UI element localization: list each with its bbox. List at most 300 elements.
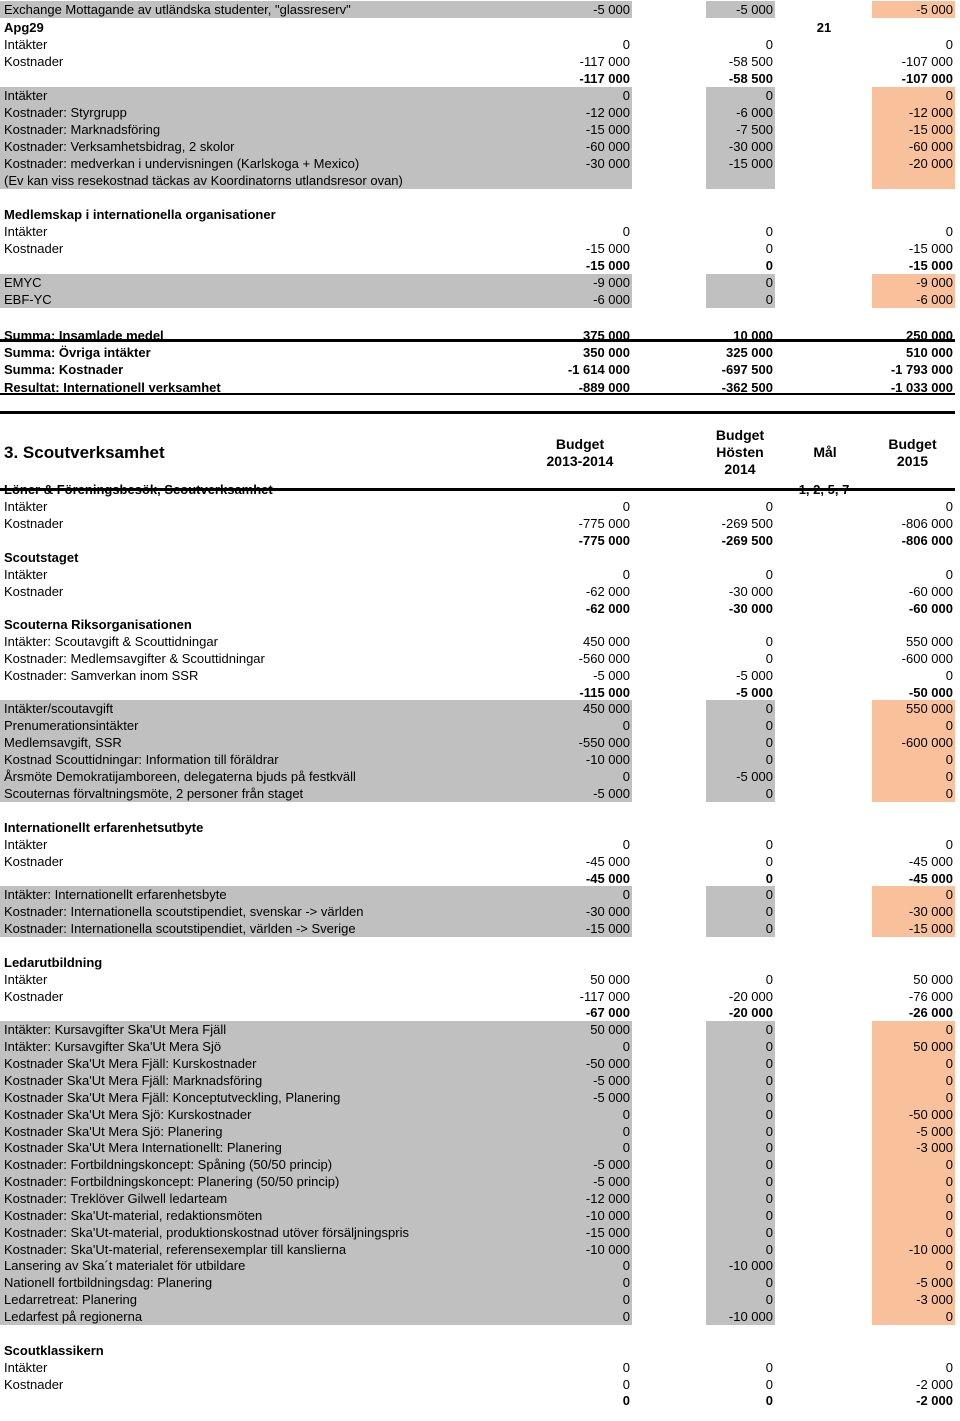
budget-2015-value: 0 — [945, 1090, 953, 1105]
budget-hosten-2014-value: -10 000 — [728, 1309, 773, 1324]
budget-hosten-2014-value: 0 — [765, 1360, 773, 1375]
table-row — [0, 1021, 960, 1038]
budget-hosten-2014-value: -362 500 — [721, 380, 773, 395]
budget-2015-value: 0 — [945, 224, 953, 239]
budget-2013-2014-value: 0 — [622, 1124, 630, 1139]
budget-2015-value: -76 000 — [908, 989, 953, 1004]
budget-2015-value: -6 000 — [916, 292, 953, 307]
budget-2015-value: 0 — [945, 1157, 953, 1172]
budget-2015-value: -26 000 — [908, 1005, 953, 1020]
budget-hosten-2014-value: -6 000 — [736, 105, 773, 120]
table-row — [0, 633, 960, 650]
budget-2013-2014-value: -30 000 — [585, 156, 630, 171]
budget-2015-value: -20 000 — [908, 156, 953, 171]
budget-2015-value: -15 000 — [908, 241, 953, 256]
row-label: Kostnader — [4, 584, 64, 599]
col-header-budget-hosten-2014 — [690, 427, 790, 478]
row-label: Kostnad Scouttidningar: Information till föräldrar — [4, 752, 279, 767]
budget-hosten-2014-value: -10 000 — [728, 1258, 773, 1273]
row-label: Prenumerationsintäkter — [4, 718, 139, 733]
row-label: EBF-YC — [4, 292, 52, 307]
budget-2015-value: -50 000 — [908, 685, 953, 700]
budget-2013-2014-value: 0 — [622, 1292, 630, 1307]
table-row — [0, 836, 960, 853]
budget-2015-value: -107 000 — [901, 54, 953, 69]
budget-2015-value: -9 000 — [916, 275, 953, 290]
row-label: Kostnader: Marknadsföring — [4, 122, 161, 137]
budget-2013-2014-value: 0 — [622, 37, 630, 52]
budget-2015-value: -30 000 — [908, 904, 953, 919]
row-label: Intäkter — [4, 224, 48, 239]
budget-2013-2014-value: -15 000 — [585, 258, 630, 273]
table-row — [0, 1106, 960, 1123]
budget-2013-2014-value: 0 — [622, 1377, 630, 1392]
table-row — [0, 19, 960, 36]
budget-2013-2014-value: 350 000 — [583, 345, 630, 360]
row-label: Kostnader Ska'Ut Mera Sjö: Kurskostnader — [4, 1107, 252, 1122]
row-label: Kostnader — [4, 854, 64, 869]
col-header-line: 2013-2014 — [546, 453, 614, 469]
budget-hosten-2014-value: 0 — [765, 871, 773, 886]
mal-value: 1, 2, 5, 7 — [798, 482, 850, 497]
table-row — [0, 87, 960, 104]
mal-value: 21 — [816, 20, 832, 35]
budget-2015-value: -806 000 — [901, 533, 953, 548]
budget-2013-2014-value: 0 — [622, 718, 630, 733]
table-row — [0, 717, 960, 734]
budget-hosten-2014-value: 0 — [765, 786, 773, 801]
row-label: Kostnader: Ska'Ut-material, redaktionsmöten — [4, 1208, 263, 1223]
budget-hosten-2014-value: -5 000 — [736, 668, 773, 683]
budget-2013-2014-value: 0 — [622, 1107, 630, 1122]
budget-2013-2014-value: -550 000 — [578, 735, 630, 750]
col-header-line: Budget — [715, 427, 765, 443]
budget-2013-2014-value: 0 — [622, 567, 630, 582]
budget-hosten-2014-value: 0 — [765, 1208, 773, 1223]
budget-2015-value: 0 — [945, 718, 953, 733]
budget-2015-value: 50 000 — [913, 1039, 953, 1054]
table-row — [0, 291, 960, 308]
budget-2013-2014-value — [400, 172, 630, 189]
col-header-line: Budget — [888, 436, 937, 452]
row-label: Summa: Övriga intäkter — [4, 345, 151, 360]
table-row — [0, 1072, 960, 1089]
table-row — [0, 1274, 960, 1291]
budget-2013-2014-value: 0 — [622, 1309, 630, 1324]
budget-2015-value: -10 000 — [908, 1242, 953, 1257]
budget-hosten-2014-value: -269 500 — [721, 516, 773, 531]
budget-2015-value: -50 000 — [908, 1107, 953, 1122]
table-row — [0, 988, 960, 1005]
budget-hosten-2014-value: 0 — [765, 904, 773, 919]
budget-2015-value: -60 000 — [908, 139, 953, 154]
row-label: Intäkter — [4, 837, 48, 852]
budget-2015-value: -45 000 — [908, 854, 953, 869]
table-row — [0, 1, 960, 18]
row-label: Intäkter — [4, 972, 48, 987]
table-row — [0, 870, 960, 887]
row-label: Kostnader: Samverkan inom SSR — [4, 668, 199, 683]
budget-2013-2014-value: -10 000 — [585, 752, 630, 767]
budget-2013-2014-value: -1 614 000 — [567, 362, 630, 377]
budget-2013-2014-value: -15 000 — [585, 921, 630, 936]
budget-hosten-2014-value: 0 — [765, 1174, 773, 1189]
row-label: Kostnader — [4, 241, 64, 256]
row-label: Kostnader — [4, 516, 64, 531]
budget-2015-value: 0 — [945, 1225, 953, 1240]
row-label: Exchange Mottagande av utländska studenter, "glassreserv" — [4, 2, 351, 17]
budget-hosten-2014-value: 0 — [765, 37, 773, 52]
budget-hosten-2014-value: 0 — [765, 258, 773, 273]
budget-2015-value: -600 000 — [901, 651, 953, 666]
budget-2015-value: -600 000 — [901, 735, 953, 750]
budget-2015-value: -45 000 — [908, 871, 953, 886]
budget-2013-2014-value: 0 — [622, 88, 630, 103]
budget-hosten-2014-value: 0 — [765, 1157, 773, 1172]
budget-2013-2014-value: -5 000 — [593, 786, 630, 801]
budget-2015-value: 0 — [945, 1208, 953, 1223]
budget-2013-2014-value: 0 — [622, 769, 630, 784]
row-label: Årsmöte Demokratijamboreen, delegaterna bjuds på festkväll — [4, 769, 356, 784]
table-row — [0, 785, 960, 802]
table-row — [0, 1392, 960, 1409]
budget-hosten-2014-value: -20 000 — [728, 1005, 773, 1020]
budget-2015-value: -3 000 — [916, 1292, 953, 1307]
row-label: Kostnader: Internationella scoutstipendiet, svenskar -> världen — [4, 904, 364, 919]
budget-hosten-2014-value: 0 — [765, 292, 773, 307]
row-label: EMYC — [4, 275, 42, 290]
budget-2013-2014-value: 0 — [622, 1039, 630, 1054]
budget-2013-2014-value: -67 000 — [585, 1005, 630, 1020]
budget-2015-value: 0 — [945, 769, 953, 784]
table-row — [0, 155, 960, 172]
budget-2015-value: -60 000 — [908, 601, 953, 616]
budget-hosten-2014-value: 0 — [765, 1242, 773, 1257]
table-row — [0, 1376, 960, 1393]
table-row — [0, 853, 960, 870]
budget-2015-value: 0 — [945, 837, 953, 852]
budget-hosten-2014-value: 0 — [765, 1124, 773, 1139]
budget-hosten-2014-value: 0 — [765, 701, 773, 716]
table-row — [0, 36, 960, 53]
budget-2013-2014-value: -10 000 — [585, 1208, 630, 1223]
budget-2013-2014-value: -30 000 — [585, 904, 630, 919]
budget-hosten-2014-value: -5 000 — [736, 769, 773, 784]
col-header-mal: Mål — [813, 444, 837, 460]
budget-2015-value: 0 — [945, 567, 953, 582]
col-header-line: 2014 — [724, 461, 756, 477]
budget-2013-2014-value: 450 000 — [583, 634, 630, 649]
budget-2013-2014-value: -5 000 — [593, 668, 630, 683]
table-row — [0, 1123, 960, 1140]
budget-hosten-2014-value: 0 — [765, 921, 773, 936]
budget-hosten-2014-value: 0 — [765, 735, 773, 750]
budget-2015-value: -3 000 — [916, 1140, 953, 1155]
table-row — [0, 566, 960, 583]
budget-hosten-2014-value: 0 — [765, 887, 773, 902]
budget-2013-2014-value: -62 000 — [585, 601, 630, 616]
table-row — [0, 121, 960, 138]
budget-hosten-2014-value: 0 — [765, 1292, 773, 1307]
budget-2013-2014-value: 0 — [622, 224, 630, 239]
budget-2015-value: 0 — [945, 37, 953, 52]
budget-2015-value: -107 000 — [901, 71, 953, 86]
table-row — [0, 1257, 960, 1274]
budget-2013-2014-value: 0 — [622, 1393, 630, 1408]
budget-2015-value: -1 033 000 — [890, 380, 953, 395]
table-row — [0, 498, 960, 515]
row-label: Apg29 — [4, 20, 44, 35]
budget-2013-2014-value: -117 000 — [579, 989, 630, 1004]
budget-hosten-2014-value: 0 — [765, 275, 773, 290]
budget-2013-2014-value: -50 000 — [585, 1056, 630, 1071]
row-label: Lansering av Ska´t materialet för utbildare — [4, 1258, 246, 1273]
table-row — [0, 344, 960, 361]
budget-2013-2014-value: -62 000 — [585, 584, 630, 599]
budget-2013-2014-value: 0 — [622, 1140, 630, 1155]
budget-2013-2014-value: -10 000 — [585, 1242, 630, 1257]
row-label: Intäkter: Kursavgifter Ska'Ut Mera Sjö — [4, 1039, 222, 1054]
budget-2013-2014-value: -115 000 — [579, 685, 630, 700]
budget-2015-value: 0 — [945, 1022, 953, 1037]
section-title: 3. Scoutverksamhet — [4, 443, 165, 462]
budget-2013-2014-value: 375 000 — [583, 328, 630, 343]
budget-2015-value: -1 793 000 — [890, 362, 953, 377]
row-label: Medlemskap i internationella organisationer — [4, 207, 276, 222]
budget-hosten-2014-value: -269 500 — [721, 533, 773, 548]
budget-2015-value: 550 000 — [906, 701, 953, 716]
table-row — [0, 971, 960, 988]
budget-2015-value: 0 — [945, 668, 953, 683]
budget-2013-2014-value: 0 — [622, 1258, 630, 1273]
budget-2013-2014-value: -5 000 — [593, 2, 630, 17]
budget-2013-2014-value: -15 000 — [585, 1225, 630, 1240]
row-label: Kostnader: Treklöver Gilwell ledarteam — [4, 1191, 228, 1206]
table-row — [0, 1291, 960, 1308]
budget-2015-value: 0 — [945, 1056, 953, 1071]
row-label: Resultat: Internationell verksamhet — [4, 380, 221, 395]
budget-2013-2014-value: -117 000 — [579, 71, 630, 86]
row-label: Kostnader: Medlemsavgifter & Scouttidningar — [4, 651, 265, 666]
table-row — [0, 515, 960, 532]
table-row — [0, 1190, 960, 1207]
row-label: Kostnader — [4, 989, 64, 1004]
budget-2013-2014-value: -5 000 — [593, 1073, 630, 1088]
row-label: Kostnader — [4, 54, 64, 69]
budget-2013-2014-value: -5 000 — [593, 1090, 630, 1105]
budget-hosten-2014-value: -30 000 — [728, 584, 773, 599]
budget-2015-value: 0 — [945, 887, 953, 902]
table-row — [0, 1055, 960, 1072]
row-label: Intäkter — [4, 88, 48, 103]
table-row — [0, 1342, 960, 1359]
budget-hosten-2014-value: -20 000 — [728, 989, 773, 1004]
budget-2013-2014-value: -12 000 — [585, 1191, 630, 1206]
budget-2013-2014-value: -45 000 — [585, 854, 630, 869]
budget-hosten-2014-value: 0 — [765, 241, 773, 256]
table-row — [0, 172, 960, 189]
row-label: Intäkter: Internationellt erfarenhetsbyte — [4, 887, 227, 902]
budget-hosten-2014-value: 0 — [765, 1107, 773, 1122]
budget-2015-value: -5 000 — [916, 1124, 953, 1139]
row-label: Scoutstaget — [4, 550, 79, 565]
budget-2013-2014-value: -5 000 — [593, 1157, 630, 1172]
budget-2013-2014-value: 0 — [622, 887, 630, 902]
budget-2015-value — [781, 172, 953, 189]
budget-2013-2014-value: 0 — [622, 837, 630, 852]
table-row — [0, 1308, 960, 1325]
row-label: Nationell fortbildningsdag: Planering — [4, 1275, 213, 1290]
table-row — [0, 600, 960, 617]
row-label: Kostnader: Verksamhetsbidrag, 2 skolor — [4, 139, 235, 154]
row-label: Kostnader: Fortbildningskoncept: Planering (50/50 princip) — [4, 1174, 340, 1189]
row-label: Kostnader: medverkan i undervisningen (Karlskoga + Mexico) — [4, 156, 360, 171]
budget-hosten-2014-value: -58 500 — [728, 54, 773, 69]
table-row — [0, 886, 960, 903]
table-row — [0, 104, 960, 121]
table-row — [0, 1224, 960, 1241]
table-row — [0, 379, 960, 396]
budget-hosten-2014-value: 0 — [765, 1191, 773, 1206]
budget-2013-2014-value: 50 000 — [590, 1022, 630, 1037]
budget-2013-2014-value: -9 000 — [593, 275, 630, 290]
budget-hosten-2014-value: 0 — [765, 837, 773, 852]
budget-2013-2014-value: -775 000 — [578, 516, 630, 531]
table-row — [0, 684, 960, 701]
table-row — [0, 1207, 960, 1224]
row-label: Kostnader Ska'Ut Mera Fjäll: Konceptutveckling, Planering — [4, 1090, 341, 1105]
table-row — [0, 361, 960, 378]
budget-2015-value: -2 000 — [916, 1377, 953, 1392]
budget-2015-value: 250 000 — [906, 328, 953, 343]
row-label: Intäkter — [4, 1360, 48, 1375]
budget-2015-value: -60 000 — [908, 584, 953, 599]
budget-2013-2014-value: -12 000 — [585, 105, 630, 120]
row-label: Intäkter/scoutavgift — [4, 701, 114, 716]
table-row — [0, 53, 960, 70]
col-header-budget-2013-2014 — [530, 436, 630, 470]
table-row — [0, 1173, 960, 1190]
budget-hosten-2014-value: 0 — [765, 1073, 773, 1088]
table-row — [0, 223, 960, 240]
budget-hosten-2014-value: 0 — [765, 634, 773, 649]
table-row — [0, 734, 960, 751]
table-row — [0, 650, 960, 667]
budget-2013-2014-value: -15 000 — [585, 122, 630, 137]
budget-2015-value: 0 — [945, 1073, 953, 1088]
budget-2015-value: -5 000 — [916, 2, 953, 17]
budget-2013-2014-value: 0 — [622, 1360, 630, 1375]
row-label: Kostnader Ska'Ut Mera Fjäll: Kurskostnader — [4, 1056, 257, 1071]
budget-2015-value: 0 — [945, 752, 953, 767]
table-row — [0, 1139, 960, 1156]
row-label: Kostnader: Styrgrupp — [4, 105, 127, 120]
row-label: Ledarretreat: Planering — [4, 1292, 137, 1307]
budget-2013-2014-value: -60 000 — [585, 139, 630, 154]
budget-2015-value: -15 000 — [908, 921, 953, 936]
budget-2015-value: 0 — [945, 1309, 953, 1324]
row-label: Intäkter — [4, 567, 48, 582]
budget-2013-2014-value: 0 — [622, 1275, 630, 1290]
budget-hosten-2014-value: 0 — [765, 854, 773, 869]
table-row — [0, 903, 960, 920]
budget-hosten-2014-value: -30 000 — [728, 139, 773, 154]
table-row — [0, 1089, 960, 1106]
row-label: Kostnader: Fortbildningskoncept: Spåning (50/50 princip) — [4, 1157, 333, 1172]
budget-hosten-2014-value: 0 — [765, 499, 773, 514]
row-label: Summa: Kostnader — [4, 362, 124, 377]
table-row — [0, 1359, 960, 1376]
row-label: Medlemsavgift, SSR — [4, 735, 122, 750]
table-row — [0, 481, 960, 498]
table-row — [0, 954, 960, 971]
table-row — [0, 768, 960, 785]
budget-hosten-2014-value: 0 — [765, 1393, 773, 1408]
row-label: Internationellt erfarenhetsutbyte — [4, 820, 204, 835]
budget-2015-value: -5 000 — [916, 1275, 953, 1290]
budget-hosten-2014-value: 0 — [765, 1377, 773, 1392]
budget-2015-value: 550 000 — [906, 634, 953, 649]
budget-hosten-2014-value: 0 — [765, 1140, 773, 1155]
budget-hosten-2014-value: -7 500 — [736, 122, 773, 137]
table-row — [0, 1004, 960, 1021]
col-header-line: 2015 — [896, 453, 929, 469]
table-row — [0, 532, 960, 549]
budget-hosten-2014-value: -5 000 — [736, 685, 773, 700]
budget-2015-value: 510 000 — [906, 345, 953, 360]
table-row — [0, 240, 960, 257]
row-label: Scouternas förvaltningsmöte, 2 personer från staget — [4, 786, 304, 801]
budget-2015-value: 0 — [945, 786, 953, 801]
budget-2013-2014-value: -117 000 — [579, 54, 630, 69]
row-label: Intäkter — [4, 37, 48, 52]
table-row — [0, 274, 960, 291]
table-row — [0, 138, 960, 155]
budget-hosten-2014-value — [636, 172, 773, 189]
budget-hosten-2014-value: -15 000 — [728, 156, 773, 171]
budget-2015-value: 0 — [945, 1174, 953, 1189]
budget-hosten-2014-value: 0 — [765, 1039, 773, 1054]
row-label: Kostnader: Internationella scoutstipendiet, världen -> Sverige — [4, 921, 356, 936]
row-label: Kostnader: Ska'Ut-material, produktionskostnad utöver försäljningspris — [4, 1225, 409, 1240]
budget-hosten-2014-value: -58 500 — [728, 71, 773, 86]
budget-hosten-2014-value: 0 — [765, 1225, 773, 1240]
budget-2013-2014-value: 450 000 — [583, 701, 630, 716]
budget-hosten-2014-value: 0 — [765, 1022, 773, 1037]
budget-2015-value: 0 — [945, 499, 953, 514]
summary-bottom-rule — [0, 411, 955, 414]
row-label: Scoutklassikern — [4, 1343, 104, 1358]
row-label: Kostnader — [4, 1377, 64, 1392]
budget-2015-value: -15 000 — [908, 258, 953, 273]
table-row — [0, 327, 960, 344]
budget-2015-value: 0 — [945, 88, 953, 103]
table-row — [0, 616, 960, 633]
table-row — [0, 1156, 960, 1173]
budget-hosten-2014-value: 325 000 — [726, 345, 773, 360]
budget-2013-2014-value: -560 000 — [578, 651, 630, 666]
budget-2015-value: 0 — [945, 1258, 953, 1273]
budget-2013-2014-value: -775 000 — [578, 533, 630, 548]
row-label: Ledarfest på regionerna — [4, 1309, 143, 1324]
budget-2013-2014-value: -6 000 — [593, 292, 630, 307]
budget-hosten-2014-value: 0 — [765, 1275, 773, 1290]
budget-hosten-2014-value: 10 000 — [733, 328, 773, 343]
table-row — [0, 751, 960, 768]
table-row — [0, 920, 960, 937]
row-label: Kostnader: Ska'Ut-material, referensexemplar till kanslierna — [4, 1242, 347, 1257]
row-label: Kostnader Ska'Ut Mera Internationellt: Planering — [4, 1140, 282, 1155]
